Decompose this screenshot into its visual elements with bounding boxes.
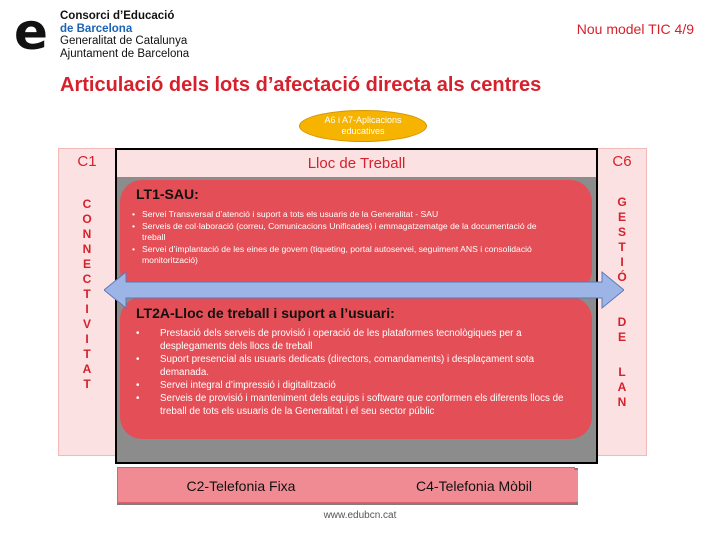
- vertical-letter: I: [620, 255, 624, 269]
- apps-ellipse: [299, 110, 427, 142]
- lt2a-list: [136, 327, 572, 418]
- logo-line-2: de Barcelona: [60, 22, 133, 35]
- telefonia-fixa-box: C2-Telefonia Fixa: [119, 470, 363, 502]
- de-vertical-text: [598, 315, 646, 345]
- lt1-title: LT1-SAU:: [136, 186, 199, 202]
- footer-url: www.edubcn.cat: [323, 510, 397, 521]
- vertical-letter: C: [82, 197, 92, 211]
- lan-management-column-label: C6: [612, 153, 632, 170]
- vertical-letter: T: [618, 240, 626, 254]
- vertical-letter: A: [617, 380, 627, 394]
- list-item: • Servei integral d’impressió i digitalització: [136, 379, 572, 392]
- vertical-letter: N: [82, 227, 92, 241]
- logo-text: [60, 10, 189, 60]
- vertical-letter: I: [85, 332, 89, 346]
- vertical-letter: L: [618, 365, 626, 379]
- page-title: Articulació dels lots d’afectació directa als centres: [60, 74, 542, 96]
- vertical-letter: E: [82, 257, 91, 271]
- vertical-letter: A: [82, 362, 92, 376]
- logo-line-4: Ajuntament de Barcelona: [60, 47, 190, 60]
- lt2a-box: [120, 297, 592, 439]
- vertical-letter: Ó: [617, 270, 627, 284]
- list-item: • Serveis de provisió i manteniment dels equips i software que conformen els diferents llocs de treball de tots els usuaris de la Generalitat i el seu sector públic: [136, 392, 572, 418]
- vertical-letter: T: [83, 377, 91, 391]
- list-item: • Serveis de col·laboració (correu, Comunicacions Unificades) i emmagatzematge de la documentació de treball: [132, 221, 552, 244]
- list-item: • Prestació dels serveis de provisió i operació de les plataformes tecnològiques per a desplegaments dels llocs de treball: [136, 327, 572, 353]
- telefonia-mobil-box: C4-Telefonia Mòbil: [370, 470, 578, 502]
- workplace-header: Lloc de Treball: [117, 150, 596, 177]
- lan-vertical-text: [598, 365, 646, 410]
- logo-line-3: Generalitat de Catalunya: [60, 35, 188, 47]
- vertical-letter: V: [82, 317, 91, 331]
- vertical-letter: D: [617, 315, 627, 329]
- list-item: • Suport presencial als usuaris dedicats (directors, comandaments) i desplaçament sota demanada.: [136, 353, 572, 379]
- vertical-letter: T: [83, 347, 91, 361]
- vertical-letter: N: [617, 395, 627, 409]
- lt1-list: [132, 209, 552, 267]
- logo-e-icon: e: [14, 3, 48, 61]
- apps-ellipse-label: A6 i A7-Aplicacions educatives: [324, 115, 402, 136]
- logo-line-1: Consorci d’Educació: [60, 10, 175, 22]
- vertical-letter: N: [82, 242, 92, 256]
- double-arrow-icon: [104, 270, 624, 310]
- connectivity-column-label: C1: [77, 153, 97, 170]
- list-item: • Servei Transversal d’atenció i suport a tots els usuaris de la Generalitat - SAU: [132, 209, 552, 221]
- vertical-letter: O: [82, 212, 92, 226]
- list-item: • Servei d’implantació de les eines de govern (tiqueting, portal autoservei, seguiment ANS i consolidació monitorització): [132, 244, 552, 267]
- vertical-letter: E: [617, 210, 626, 224]
- vertical-letter: C: [82, 272, 92, 286]
- vertical-letter: T: [83, 287, 91, 301]
- vertical-letter: G: [617, 195, 627, 209]
- vertical-letter: E: [617, 330, 626, 344]
- slide-number: Nou model TIC 4/9: [576, 21, 694, 37]
- vertical-letter: I: [85, 302, 89, 316]
- vertical-letter: S: [617, 225, 626, 239]
- lt2a-title: LT2A-Lloc de treball i suport a l’usuari:: [136, 305, 395, 321]
